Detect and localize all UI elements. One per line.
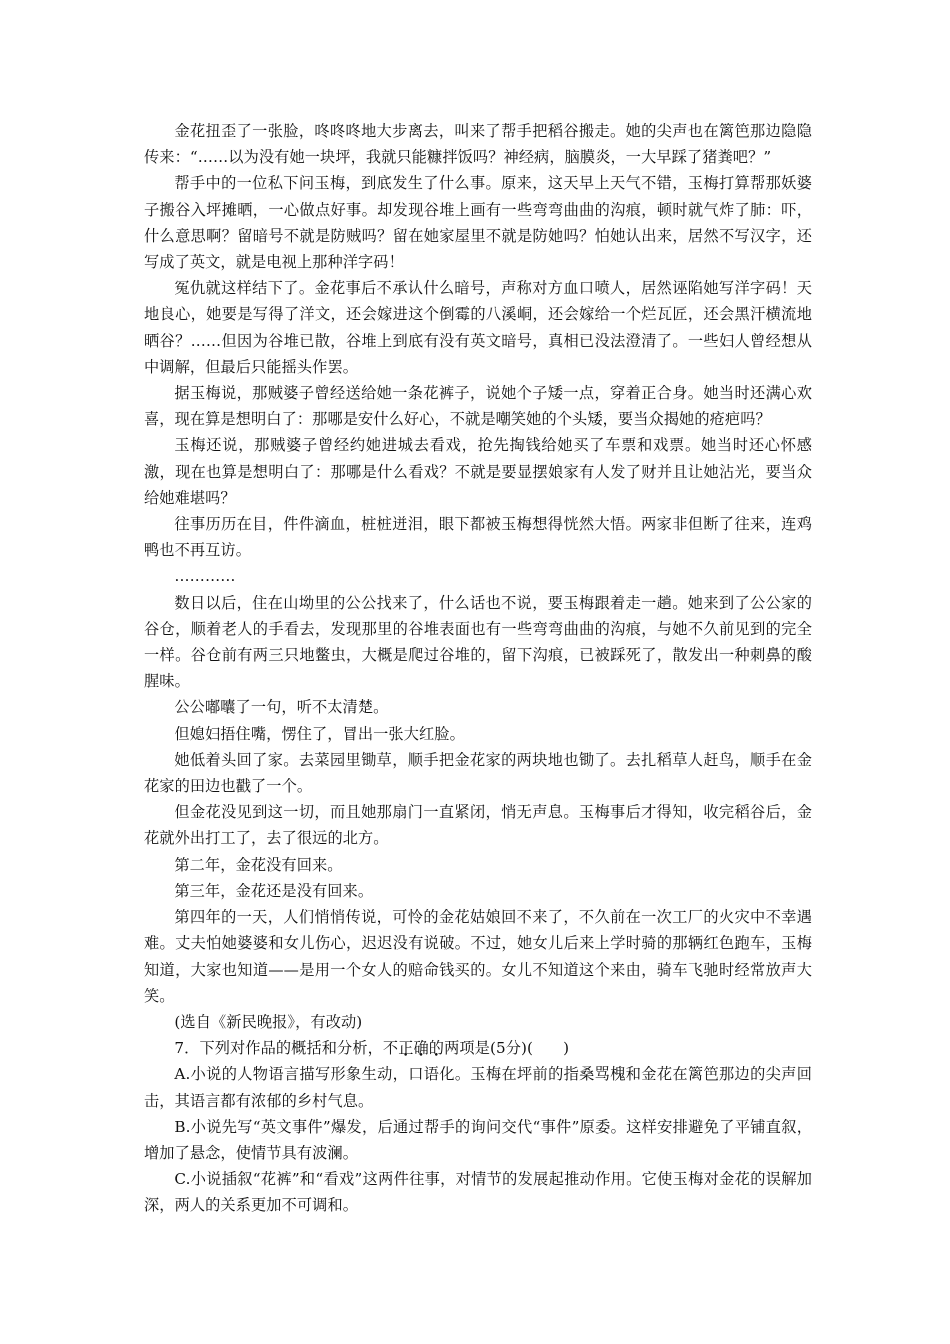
- question-prefix: 7．下列对作品的概括和分析，: [174, 1039, 383, 1058]
- option-a: A.小说的人物语言描写形象生动，口语化。玉梅在坪前的指桑骂槐和金花在篱笆那边的尖声回击，其语言都有浓郁的乡村气息。: [144, 1065, 812, 1110]
- story-paragraph-9: 但媳妇捂住嘴，愣住了，冒出一张大红脸。: [174, 724, 465, 743]
- story-paragraph-7: 数日以后，住在山坳里的公公找来了，什么话也不说，要玉梅跟着走一趟。她来到了公公家的谷仓，顺着老人的手看去，发现那里的谷堆表面也有一些弯弯曲曲的沟痕，与她不久前见到的完全一样。谷仓前有两三只地鳖虫，大概是爬过谷堆的，留下沟痕，已被踩死了，散发出一种刺鼻的酸腥味。: [144, 593, 812, 691]
- question-7: [144, 1035, 812, 1061]
- option-c: C.小说插叙“花裤”和“看戏”这两件往事，对情节的发展起推动作用。它使玉梅对金花的误解加深，两人的关系更加不可调和。: [144, 1170, 812, 1215]
- document-page: [144, 118, 812, 1219]
- ellipsis-separator: …………: [174, 567, 236, 586]
- story-paragraph-1: 金花扭歪了一张脸，咚咚咚地大步离去，叫来了帮手把稻谷搬走。她的尖声也在篱笆那边隐隐传来：“……以为没有她一块坪，我就只能糠拌饭吗？神经病，脑膜炎，一大早踩了猪粪吧？”: [144, 122, 812, 167]
- story-paragraph-13: 第三年，金花还是没有回来。: [174, 881, 374, 900]
- story-paragraph-8: 公公嘟囔了一句，听不太清楚。: [174, 698, 389, 717]
- story-paragraph-11: 但金花没见到这一切，而且她那扇门一直紧闭，悄无声息。玉梅事后才得知，收完稻谷后，金花就外出打工了，去了很远的北方。: [144, 803, 812, 848]
- story-paragraph-6: 往事历历在目，件件滴血，桩桩迸泪，眼下都被玉梅想得恍然大悟。两家非但断了往来，连鸡鸭也不再互访。: [144, 515, 812, 560]
- story-paragraph-5: 玉梅还说，那贼婆子曾经约她进城去看戏，抢先掏钱给她买了车票和戏票。她当时还心怀感激，现在也算是想明白了：那哪是什么看戏？不就是要显摆娘家有人发了财并且让她沾光，要当众给她难堪吗？: [144, 436, 812, 507]
- source-citation: (选自《新民晚报》，有改动): [174, 1012, 363, 1031]
- story-paragraph-14: 第四年的一天，人们悄悄传说，可怜的金花姑娘回不来了，不久前在一次工厂的火灾中不幸遇难。丈夫怕她婆婆和女儿伤心，迟迟没有说破。不过，她女儿后来上学时骑的那辆红色跑车，玉梅知道，大家也知道——是用一个女人的赔命钱买的。女儿不知道这个来由，骑车飞驰时经常放声大笑。: [144, 908, 812, 1005]
- story-paragraph-2: 帮手中的一位私下问玉梅，到底发生了什么事。原来，这天早上天气不错，玉梅打算帮那妖婆子搬谷入坪摊晒，一心做点好事。却发现谷堆上画有一些弯弯曲曲的沟痕，顿时就气炸了肺：吓，什么意思啊？留暗号不就是防贼吗？留在她家屋里不就是防她吗？怕她认出来，居然不写汉字，还写成了英文，就是电视上那种洋字码！: [144, 174, 812, 272]
- story-paragraph-12: 第二年，金花没有回来。: [174, 855, 343, 874]
- option-b: B.小说先写“英文事件”爆发，后通过帮手的询问交代“事件”原委。这样安排避免了平铺直叙，增加了悬念，使情节具有波澜。: [144, 1117, 812, 1162]
- emphasis-char: 不: [382, 1039, 399, 1058]
- emphasis-char: 确: [413, 1039, 429, 1058]
- question-suffix: 的两项是(5分)(: [428, 1039, 534, 1058]
- story-paragraph-3: 冤仇就这样结下了。金花事后不承认什么暗号，声称对方血口喷人，居然诬陷她写洋字码！天地良心，她要是写得了洋文，还会嫁进这个倒霉的八溪峒，还会嫁给一个烂瓦匠，还会黑汗横流地晒谷？……但因为谷堆已散，谷堆上到底有没有英文暗号，真相已没法澄清了。一些妇人曾经想从中调解，但最后只能摇头作罢。: [144, 279, 812, 376]
- emphasis-char: 正: [398, 1039, 414, 1058]
- story-paragraph-4: 据玉梅说，那贼婆子曾经送给她一条花裤子，说她个子矮一点，穿着正合身。她当时还满心欢喜，现在算是想明白了：那哪是安什么好心，不就是嘲笑她的个头矮，要当众揭她的疮疤吗？: [144, 384, 812, 429]
- question-close: ): [563, 1039, 570, 1058]
- story-paragraph-10: 她低着头回了家。去菜园里锄草，顺手把金花家的两块地也锄了。去扎稻草人赶鸟，顺手在金花家的田边也戳了一个。: [144, 750, 812, 796]
- question-emphasis: [383, 1039, 429, 1057]
